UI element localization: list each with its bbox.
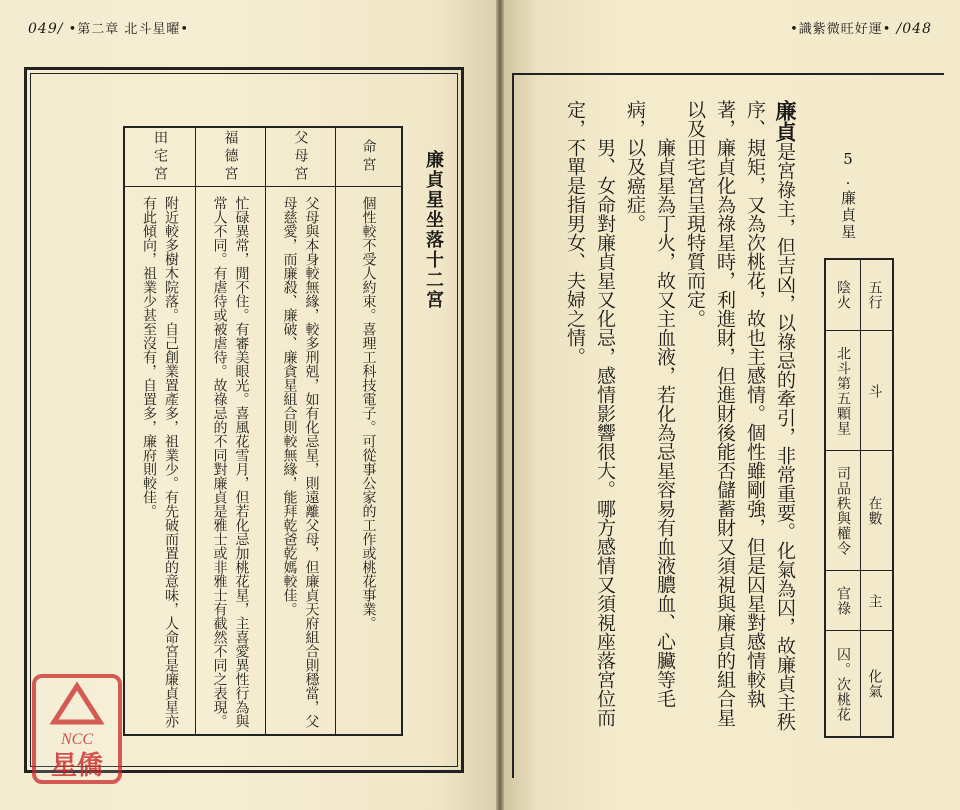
key-term: 廉貞 [773,100,798,142]
body-text [560,100,800,740]
attribute-table [824,258,894,738]
chapter-title: •第二章 北斗星曜• [68,22,190,37]
palace-name: 福德宮 [222,130,239,184]
twelve-palaces-title: 廉貞星坐落十二宮 [423,150,444,310]
paragraph [560,100,620,740]
attribute-label: 主 [866,593,883,609]
attribute-row [826,260,892,330]
palace-description: 忙碌異常，閒不住。有審美眼光。喜風花雪月，但若化忌加桃花星，主喜愛異性行為與常人不同。有虐待或被虐待。故祿忌的不同對廉貞是雅士或非雅士有截然不同之表現。 [211,196,250,728]
palace-column-tianzhai [125,128,195,734]
palace-description: 附近較多樹木院落。自己創業置產多，祖業少。有先破而置的意味，人命宮是廉貞星亦有此傾向，祖業少甚至沒有，自置多，廉府則較佳。 [141,196,179,728]
attribute-row [826,330,892,451]
right-frame-border-top [512,73,944,75]
paragraph-text: 廉貞星為丁火，故又主血液，若化為忌星容易有血液膿血、心臟等毛病，以及癌症。 [624,100,676,708]
attribute-label: 斗 [866,383,883,399]
paragraph-text: 是宮祿主，但吉凶，以祿忌的牽引，非常重要。化氣為囚，故廉貞主秩序、規矩，又為次桃花，故也主感情。個性雖剛強，但是囚星對感情較執著，廉貞化為祿星時，利進財，但進財後能否儲蓄財又須視與廉貞的組合星以及田宅宮呈現特質而定。 [684,100,796,731]
attribute-value: 陰火 [835,280,851,310]
palace-description: 個性較不受人約束。喜理工科技電子。可從事公家的工作或桃花事業。 [360,196,377,630]
attribute-label: 化氣 [866,669,883,699]
palace-name: 命宮 [360,139,377,175]
left-header [28,18,189,37]
attribute-label: 五行 [866,280,883,310]
svg-text:NCC: NCC [60,731,94,748]
attribute-row [826,570,892,631]
palace-column-fumu [265,128,335,734]
right-page-number: /048 [896,21,932,37]
right-header [790,18,932,37]
attribute-value: 司品秩與權令 [835,466,851,556]
left-page-number: 049/ [28,21,64,37]
palace-name: 田宅宮 [152,130,168,184]
ncc-stamp-logo [32,674,122,784]
attribute-label: 在數 [866,496,883,526]
palace-column-fude [195,128,265,734]
attribute-value: 北斗第五顆星 [835,346,851,436]
paragraph [620,100,680,740]
attribute-value: 官祿 [835,586,851,616]
svg-text:星僑: 星僑 [50,751,104,781]
section-heading: 5.廉貞星 [839,150,857,241]
palace-name: 父母宮 [292,130,309,184]
palace-description: 父母與本身較無緣，較多刑剋，如有化忌星，則遠離父母，但廉貞天府組合則穩當，父母慈愛，而廉殺、廉破、廉貪星組合則較無緣，能拜乾爸乾媽較佳。 [281,196,320,728]
palace-table [123,126,403,736]
book-title: •識紫微旺好運• [790,22,892,37]
attribute-row [826,630,892,737]
attribute-row [826,450,892,571]
paragraph-text: 男、女命對廉貞星又化忌，感情影響很大。哪方感情又須視座落宮位而定，不單是指男女、夫婦之情。 [564,100,616,727]
book-gutter [496,0,504,810]
paragraph [680,100,800,740]
right-frame-border [512,73,514,778]
palace-column-ming [335,128,401,734]
attribute-value: 囚。次桃花 [835,646,851,722]
